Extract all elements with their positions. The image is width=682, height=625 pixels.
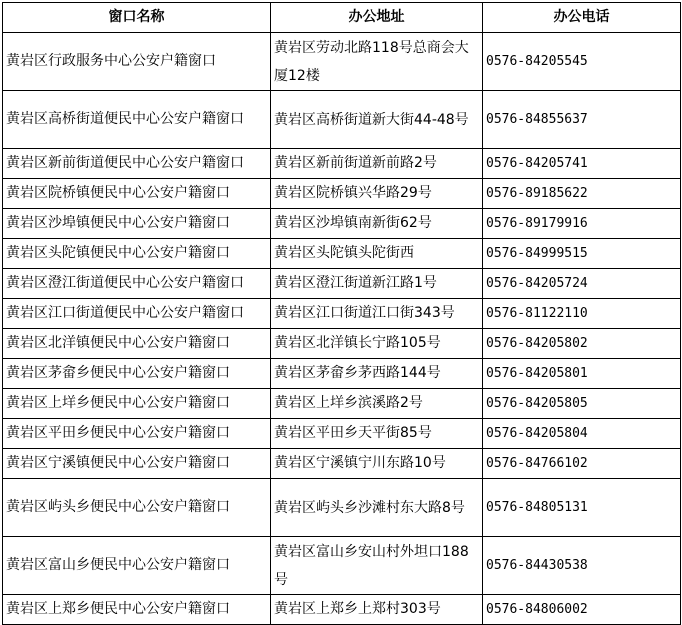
window-name-cell: 黄岩区富山乡便民中心公安户籍窗口 (3, 537, 271, 595)
table-row (3, 239, 681, 269)
office-directory-table (2, 2, 681, 625)
window-name-cell: 黄岩区宁溪镇便民中心公安户籍窗口 (3, 449, 271, 479)
window-name-cell: 黄岩区上垟乡便民中心公安户籍窗口 (3, 389, 271, 419)
address-cell: 黄岩区北洋镇长宁路105号 (271, 329, 483, 359)
phone-cell: 0576-84999515 (483, 239, 681, 269)
window-name-cell: 黄岩区上郑乡便民中心公安户籍窗口 (3, 595, 271, 625)
phone-cell: 0576-84766102 (483, 449, 681, 479)
table-row (3, 449, 681, 479)
window-name-cell: 黄岩区头陀镇便民中心公安户籍窗口 (3, 239, 271, 269)
table-row (3, 595, 681, 625)
table-row (3, 269, 681, 299)
address-cell: 黄岩区头陀镇头陀街西 (271, 239, 483, 269)
header-window-name: 窗口名称 (3, 3, 271, 33)
window-name-cell: 黄岩区沙埠镇便民中心公安户籍窗口 (3, 209, 271, 239)
phone-cell: 0576-81122110 (483, 299, 681, 329)
table-row (3, 419, 681, 449)
phone-cell: 0576-84205802 (483, 329, 681, 359)
address-cell: 黄岩区高桥街道新大街44-48号 (271, 91, 483, 149)
table-row (3, 149, 681, 179)
window-name-cell: 黄岩区行政服务中心公安户籍窗口 (3, 33, 271, 91)
table-row (3, 179, 681, 209)
table-row (3, 91, 681, 149)
header-office-address: 办公地址 (271, 3, 483, 33)
address-cell: 黄岩区平田乡天平街85号 (271, 419, 483, 449)
address-cell: 黄岩区富山乡安山村外坦口188号 (271, 537, 483, 595)
table-row (3, 537, 681, 595)
window-name-cell: 黄岩区江口街道便民中心公安户籍窗口 (3, 299, 271, 329)
phone-cell: 0576-84205805 (483, 389, 681, 419)
table-row (3, 329, 681, 359)
phone-cell: 0576-84806002 (483, 595, 681, 625)
address-cell: 黄岩区江口街道江口街343号 (271, 299, 483, 329)
table-row (3, 389, 681, 419)
address-cell: 黄岩区屿头乡沙滩村东大路8号 (271, 479, 483, 537)
window-name-cell: 黄岩区屿头乡便民中心公安户籍窗口 (3, 479, 271, 537)
phone-cell: 0576-84205804 (483, 419, 681, 449)
window-name-cell: 黄岩区高桥街道便民中心公安户籍窗口 (3, 91, 271, 149)
window-name-cell: 黄岩区平田乡便民中心公安户籍窗口 (3, 419, 271, 449)
phone-cell: 0576-89185622 (483, 179, 681, 209)
phone-cell: 0576-89179916 (483, 209, 681, 239)
window-name-cell: 黄岩区新前街道便民中心公安户籍窗口 (3, 149, 271, 179)
window-name-cell: 黄岩区澄江街道便民中心公安户籍窗口 (3, 269, 271, 299)
phone-cell: 0576-84205724 (483, 269, 681, 299)
phone-cell: 0576-84805131 (483, 479, 681, 537)
address-cell: 黄岩区上垟乡滨溪路2号 (271, 389, 483, 419)
table-row (3, 479, 681, 537)
address-cell: 黄岩区宁溪镇宁川东路10号 (271, 449, 483, 479)
address-cell: 黄岩区澄江街道新江路1号 (271, 269, 483, 299)
phone-cell: 0576-84205545 (483, 33, 681, 91)
address-cell: 黄岩区新前街道新前路2号 (271, 149, 483, 179)
header-row (3, 3, 681, 33)
table-row (3, 299, 681, 329)
table-row (3, 209, 681, 239)
phone-cell: 0576-84205741 (483, 149, 681, 179)
header-office-phone: 办公电话 (483, 3, 681, 33)
window-name-cell: 黄岩区院桥镇便民中心公安户籍窗口 (3, 179, 271, 209)
window-name-cell: 黄岩区北洋镇便民中心公安户籍窗口 (3, 329, 271, 359)
address-cell: 黄岩区劳动北路118号总商会大厦12楼 (271, 33, 483, 91)
address-cell: 黄岩区茅畲乡茅西路144号 (271, 359, 483, 389)
phone-cell: 0576-84430538 (483, 537, 681, 595)
address-cell: 黄岩区院桥镇兴华路29号 (271, 179, 483, 209)
address-cell: 黄岩区沙埠镇南新街62号 (271, 209, 483, 239)
address-cell: 黄岩区上郑乡上郑村303号 (271, 595, 483, 625)
table-row (3, 33, 681, 91)
phone-cell: 0576-84855637 (483, 91, 681, 149)
table-row (3, 359, 681, 389)
phone-cell: 0576-84205801 (483, 359, 681, 389)
window-name-cell: 黄岩区茅畲乡便民中心公安户籍窗口 (3, 359, 271, 389)
